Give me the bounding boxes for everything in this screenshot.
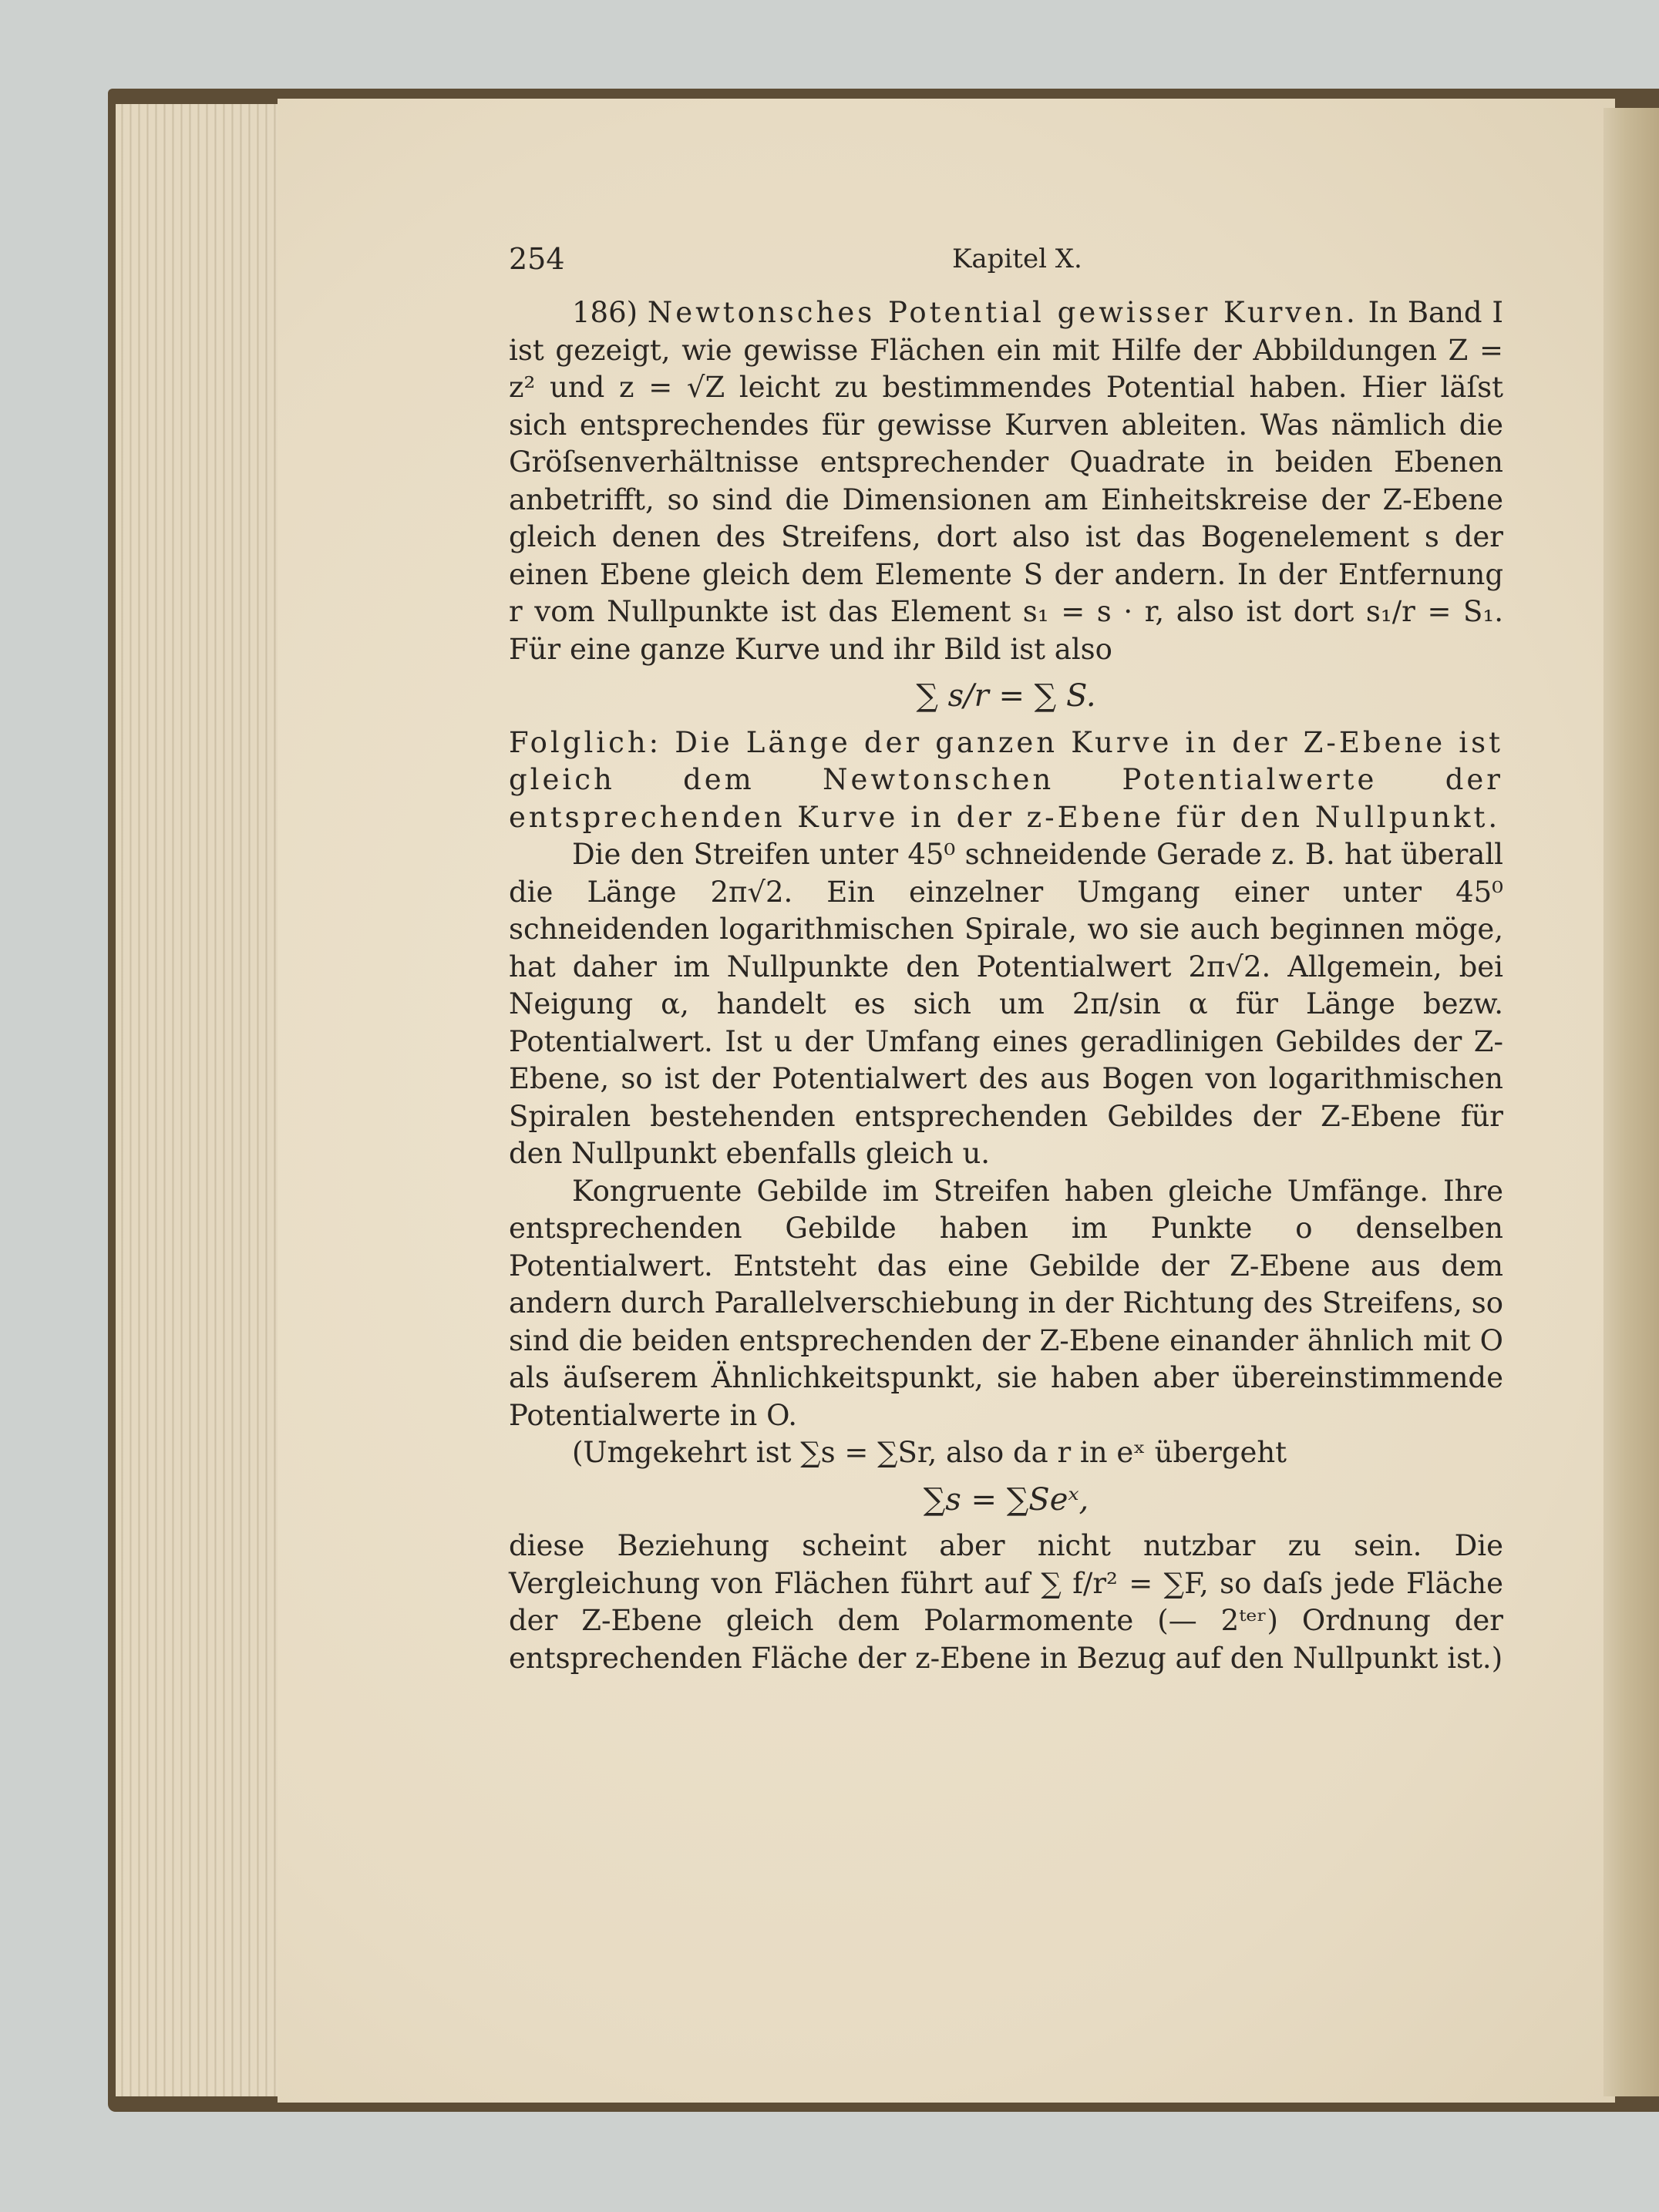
paragraph-areas: diese Beziehung scheint aber nicht nutzbar zu sein. Die Vergleichung von Flächen führt auf ∑ f/r² = ∑F, so daſs jede Fläche der Z-Ebene gleich dem Polarmomente (— 2ᵗᵉʳ) Ordnung der entsprechenden Fläche der z-Ebene in Bezug auf den Nullpunkt ist.) xyxy=(509,1529,1503,1675)
paragraph-body: In Band I ist gezeigt, wie gewisse Flächen ein mit Hilfe der Abbildungen Z = z² und z = √Z leicht zu bestimmendes Potential haben. Hier läſst sich entsprechendes für gewisse Kurven ableiten. Was nämlich die Gröſsenverhältnisse entsprechender Quadrate in beiden Ebenen anbetrifft, so sind die Dimensionen am Einheitskreise der Z-Ebene gleich denen des Streifens, dort also ist das Bogenelement s der einen Ebene gleich dem Elemente S der andern. In der Entfernung r vom Nullpunkte ist das Element s₁ = s · r, also ist dort s₁/r = S₁. Für eine ganze Kurve und ihr Bild ist also xyxy=(509,296,1504,666)
conclusion-text: Folglich: Die Länge der ganzen Kurve in der Z-Ebene ist gleich dem Newtonschen Potentialwerte der entsprechenden Kurve in der z-Ebene für den Nullpunkt. xyxy=(509,725,1503,834)
page-gutter xyxy=(1603,108,1659,2096)
section-heading: Newtonsches Potential gewisser Kurven. xyxy=(647,296,1358,329)
paragraph-congruent: Kongruente Gebilde im Streifen haben gleiche Umfänge. Ihre entsprechenden Gebilde haben im Punkte o denselben Potentialwert. Entsteht das eine Gebilde der Z-Ebene aus dem andern durch Parallelverschiebung in der Richtung des Streifens, so sind die beiden entsprechenden der Z-Ebene einander ähnlich mit O als äuſserem Ähnlichkeitspunkt, sie haben aber übereinstimmende Potentialwerte in O. xyxy=(509,1174,1503,1432)
running-header xyxy=(509,240,1503,277)
paragraph-spiral: Die den Streifen unter 45⁰ schneidende Gerade z. B. hat überall die Länge 2π√2. Ein einzelner Umgang einer unter 45⁰ schneidenden logarithmischen Spirale, wo sie auch beginnen möge, hat daher im Nullpunkte den Potentialwert 2π√2. Allgemein, bei Neigung α, handelt es sich um 2π/sin α für Länge bezw. Potentialwert. Ist u der Umfang eines geradlinigen Gebildes der Z-Ebene, so ist der Potentialwert des aus Bogen von logarithmischen Spiralen bestehenden entsprechenden Gebildes der Z-Ebene für den Nullpunkt ebenfalls gleich u. xyxy=(509,838,1503,1170)
formula-sum-se-x: ∑s = ∑Seˣ, xyxy=(923,1481,1089,1518)
page-text xyxy=(509,240,1503,1677)
section-number: 186) xyxy=(572,296,638,329)
formula-sum-s-over-r: ∑ s/r = ∑ S. xyxy=(916,678,1096,714)
paragraph-inverse: (Umgekehrt ist ∑s = ∑Sr, also da r in eˣ übergeht xyxy=(572,1436,1287,1469)
paragraph-186 xyxy=(509,294,1503,668)
page-number: 254 xyxy=(509,242,565,276)
page-edges xyxy=(116,104,293,2096)
chapter-title: Kapitel X. xyxy=(952,244,1082,274)
